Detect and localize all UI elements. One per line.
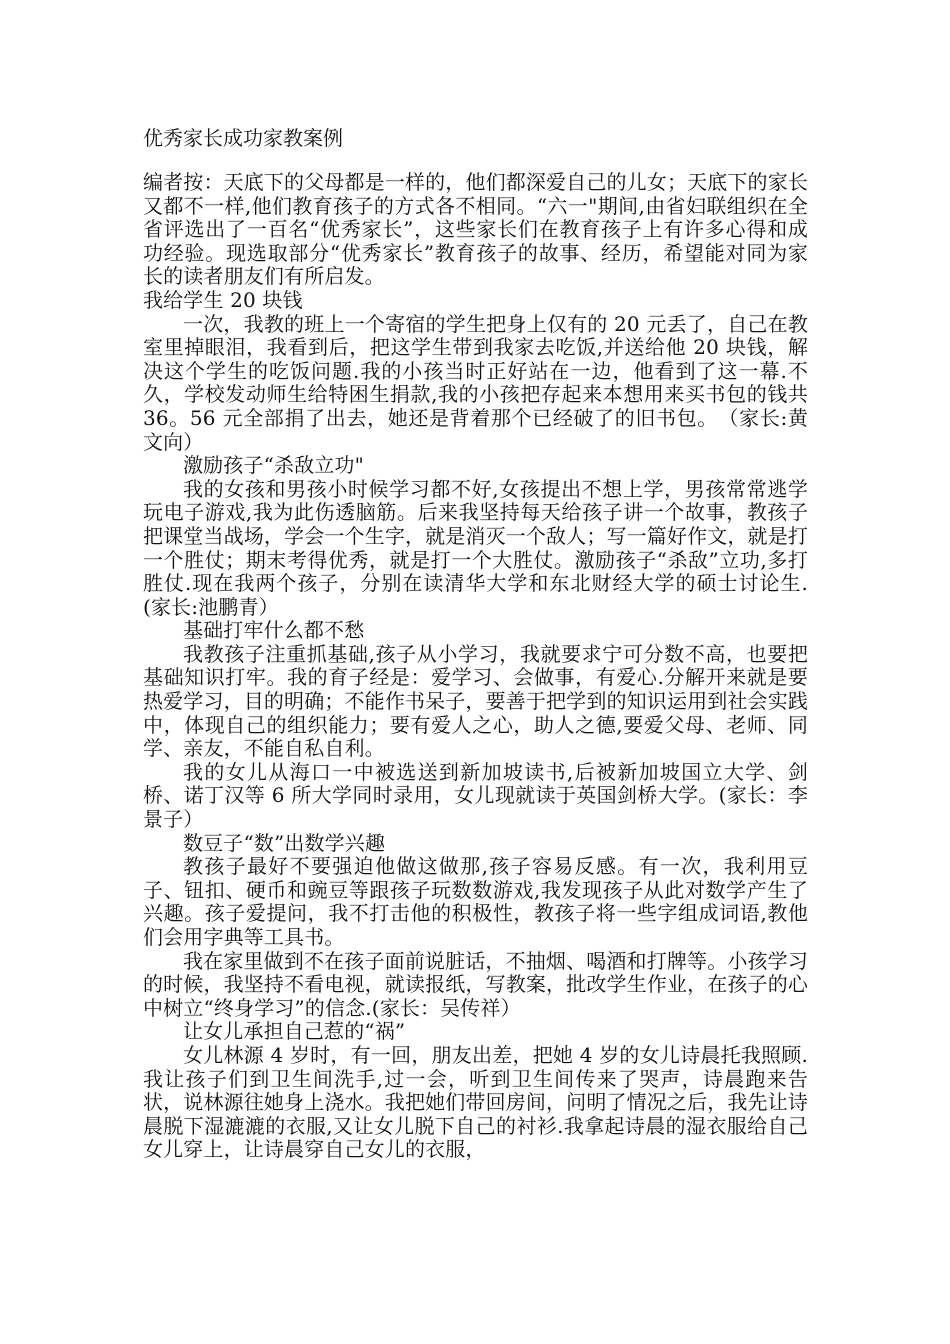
section-heading: 让女儿承担自己惹的“祸” [183,1019,406,1044]
document-title: 优秀家长成功家教案例 [143,126,343,150]
body-paragraph: 教孩子最好不要强迫他做这做那,孩子容易反感。有一次，我利用豆子、钮扣、硬币和豌豆等跟孩子玩数数游戏,我发现孩子从此对数学产生了兴趣。孩子爱提问，我不打击他的积极性，教孩子将一些字组成词语,教他们会用字典等工具书。 [143,854,808,949]
editor-note-paragraph: 编者按：天底下的父母都是一样的，他们都深爱自己的儿女；天底下的家长又都不一样,他们教育孩子的方式各不相同。“六一"期间,由省妇联组织在全省评选出了一百名“优秀家长”，这些家长们在教育孩子上有许多心得和成功经验。现选取部分“优秀家长”教育孩子的故事、经历，希望能对同为家长的读者朋友们有所启发。 [143,170,808,289]
body-paragraph: 我的女儿从海口一中被选送到新加坡读书,后被新加坡国立大学、剑桥、诺丁汉等 6 所大学同时录用，女儿现就读于英国剑桥大学。(家长：李景子） [143,759,808,832]
document-body [143,171,808,1162]
section-heading: 我给学生 20 块钱 [143,287,303,312]
section-heading: 基础打牢什么都不愁 [183,618,365,643]
body-paragraph: 女儿林源 4 岁时，有一回，朋友出差，把她 4 岁的女儿诗晨托我照顾.我让孩子们到卫生间洗手,过一会，听到卫生间传来了哭声，诗晨跑来告状，说林源往她身上浇水。我把她们带回房间，问明了情况之后，我先让诗晨脱下湿漉漉的衣服,又让女儿脱下自己的衬衫.我拿起诗晨的湿衣服给自己女儿穿上，让诗晨穿自己女儿的衣服， [143,1042,808,1162]
body-paragraph: 我教孩子注重抓基础,孩子从小学习，我就要求宁可分数不高，也要把基础知识打牢。我的育子经是：爱学习、会做事，有爱心.分解开来就是要热爱学习，目的明确；不能作书呆子，要善于把学到的知识运用到社会实践中，体现自己的组织能力；要有爱人之心，助人之德,要爱父母、老师、同学、亲友，不能自私自利。 [143,641,808,761]
body-paragraph: 一次，我教的班上一个寄宿的学生把身上仅有的 20 元丢了，自己在教室里掉眼泪，我看到后，把这学生带到我家去吃饭,并送给他 20 块钱，解决这个学生的吃饭问题.我的小孩当时正好站在一边，他看到了这一幕.不久，学校发动师生给特困生捐款,我的小孩把存起来本想用来买书包的钱共 36。56 元全部捐了出去，她还是背着那个已经破了的旧书包。 （家长:黄文向） [143,311,808,454]
section-heading: 激励孩子“杀敌立功" [183,453,364,478]
body-paragraph: 我在家里做到不在孩子面前说脏话，不抽烟、喝酒和打牌等。小孩学习的时候，我坚持不看电视，就读报纸，写教案，批改学生作业，在孩子的心中树立“终身学习”的信念.(家长：吴传祥） [143,948,808,1020]
body-paragraph: 我的女孩和男孩小时候学习都不好,女孩提出不想上学，男孩常常逃学玩电子游戏,我为此伤透脑筋。后来我坚持每天给孩子讲一个故事，教孩子把课堂当战场，学会一个生字，就是消灭一个敌人；写一篇好作文，就是打一个胜仗；期末考得优秀，就是打一个大胜仗。激励孩子“杀敌”立功,多打胜仗.现在我两个孩子，分别在读清华大学和东北财经大学的硕士讨论生.(家长:池鹏青） [143,476,808,619]
section-heading: 数豆子“数”出数学兴趣 [183,830,386,855]
